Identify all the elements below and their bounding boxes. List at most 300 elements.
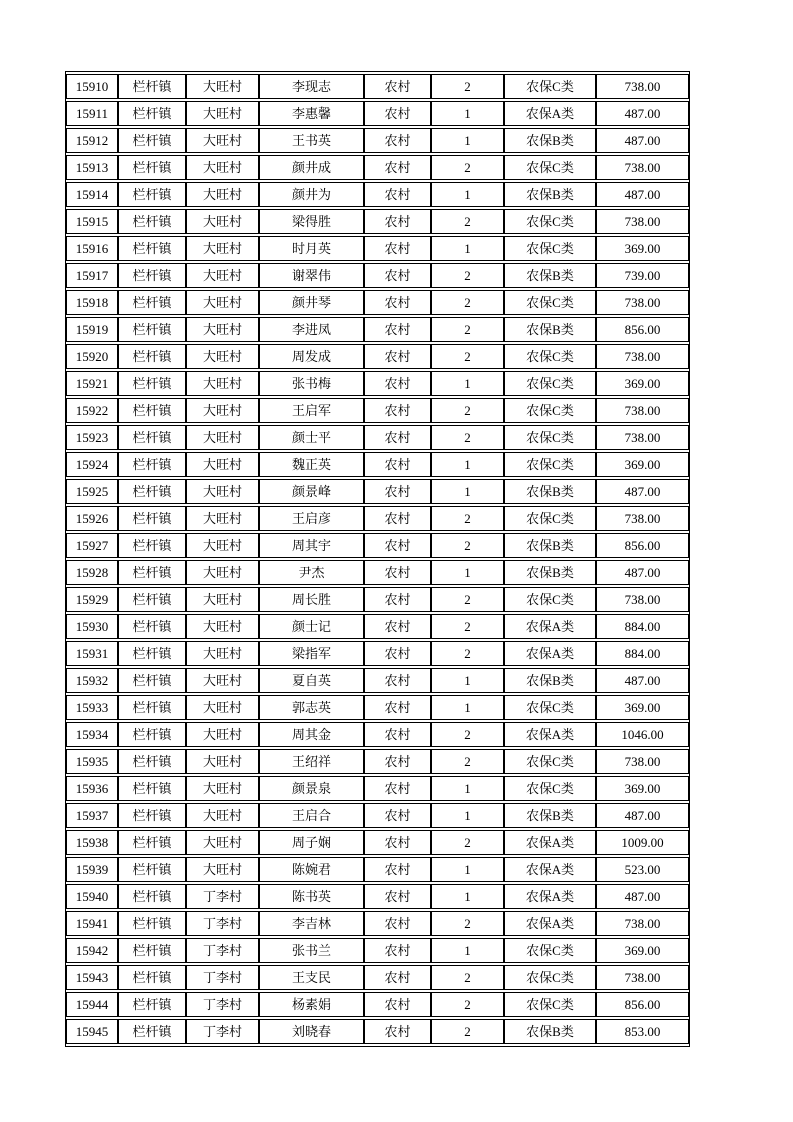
- cell-person-name: 张书兰: [259, 938, 364, 963]
- cell-serial-number: 15926: [66, 506, 118, 531]
- cell-village: 大旺村: [186, 452, 259, 477]
- cell-serial-number: 15929: [66, 587, 118, 612]
- cell-amount: 738.00: [596, 911, 689, 936]
- cell-insurance-class: 农保C类: [504, 236, 596, 261]
- cell-person-name: 王启军: [259, 398, 364, 423]
- cell-serial-number: 15933: [66, 695, 118, 720]
- cell-town: 栏杆镇: [118, 641, 186, 666]
- table-row: [66, 938, 689, 963]
- cell-insurance-class: 农保C类: [504, 425, 596, 450]
- cell-person-count: 2: [431, 722, 504, 747]
- cell-insurance-class: 农保A类: [504, 101, 596, 126]
- cell-village: 丁李村: [186, 965, 259, 990]
- cell-person-count: 1: [431, 236, 504, 261]
- cell-insurance-class: 农保A类: [504, 722, 596, 747]
- cell-category: 农村: [364, 884, 431, 909]
- cell-insurance-class: 农保C类: [504, 398, 596, 423]
- table-row: [66, 371, 689, 396]
- cell-person-count: 1: [431, 371, 504, 396]
- cell-serial-number: 15932: [66, 668, 118, 693]
- cell-town: 栏杆镇: [118, 371, 186, 396]
- cell-serial-number: 15918: [66, 290, 118, 315]
- cell-person-name: 颜井琴: [259, 290, 364, 315]
- cell-town: 栏杆镇: [118, 560, 186, 585]
- cell-serial-number: 15925: [66, 479, 118, 504]
- cell-person-count: 2: [431, 533, 504, 558]
- cell-category: 农村: [364, 506, 431, 531]
- table-row: [66, 803, 689, 828]
- cell-town: 栏杆镇: [118, 290, 186, 315]
- cell-serial-number: 15930: [66, 614, 118, 639]
- table-row: [66, 1019, 689, 1044]
- cell-person-count: 2: [431, 641, 504, 666]
- cell-insurance-class: 农保C类: [504, 452, 596, 477]
- cell-amount: 853.00: [596, 1019, 689, 1044]
- table-row: [66, 290, 689, 315]
- cell-person-count: 1: [431, 938, 504, 963]
- cell-insurance-class: 农保C类: [504, 965, 596, 990]
- cell-person-name: 王启彦: [259, 506, 364, 531]
- cell-person-count: 1: [431, 101, 504, 126]
- cell-town: 栏杆镇: [118, 695, 186, 720]
- cell-person-count: 1: [431, 182, 504, 207]
- cell-village: 大旺村: [186, 128, 259, 153]
- table-row: [66, 425, 689, 450]
- cell-person-name: 魏正英: [259, 452, 364, 477]
- cell-serial-number: 15935: [66, 749, 118, 774]
- cell-amount: 1009.00: [596, 830, 689, 855]
- cell-serial-number: 15917: [66, 263, 118, 288]
- cell-village: 大旺村: [186, 74, 259, 99]
- cell-town: 栏杆镇: [118, 614, 186, 639]
- cell-person-count: 2: [431, 587, 504, 612]
- cell-amount: 369.00: [596, 236, 689, 261]
- cell-town: 栏杆镇: [118, 1019, 186, 1044]
- cell-category: 农村: [364, 695, 431, 720]
- cell-amount: 738.00: [596, 74, 689, 99]
- table-row: [66, 749, 689, 774]
- cell-amount: 369.00: [596, 452, 689, 477]
- cell-village: 大旺村: [186, 344, 259, 369]
- cell-serial-number: 15920: [66, 344, 118, 369]
- cell-insurance-class: 农保A类: [504, 830, 596, 855]
- cell-person-name: 王支民: [259, 965, 364, 990]
- cell-person-count: 1: [431, 479, 504, 504]
- cell-serial-number: 15941: [66, 911, 118, 936]
- cell-serial-number: 15916: [66, 236, 118, 261]
- table-row: [66, 857, 689, 882]
- cell-insurance-class: 农保A类: [504, 641, 596, 666]
- cell-person-name: 王绍祥: [259, 749, 364, 774]
- cell-village: 大旺村: [186, 209, 259, 234]
- cell-town: 栏杆镇: [118, 992, 186, 1017]
- cell-amount: 738.00: [596, 965, 689, 990]
- cell-serial-number: 15937: [66, 803, 118, 828]
- cell-insurance-class: 农保A类: [504, 911, 596, 936]
- cell-person-name: 尹杰: [259, 560, 364, 585]
- cell-person-name: 周长胜: [259, 587, 364, 612]
- cell-town: 栏杆镇: [118, 938, 186, 963]
- cell-category: 农村: [364, 128, 431, 153]
- cell-person-name: 颜士记: [259, 614, 364, 639]
- cell-insurance-class: 农保A类: [504, 857, 596, 882]
- cell-village: 大旺村: [186, 182, 259, 207]
- table-row: [66, 182, 689, 207]
- cell-insurance-class: 农保B类: [504, 182, 596, 207]
- cell-person-name: 杨素娟: [259, 992, 364, 1017]
- cell-town: 栏杆镇: [118, 857, 186, 882]
- cell-category: 农村: [364, 263, 431, 288]
- cell-town: 栏杆镇: [118, 425, 186, 450]
- cell-town: 栏杆镇: [118, 803, 186, 828]
- cell-town: 栏杆镇: [118, 74, 186, 99]
- cell-insurance-class: 农保B类: [504, 560, 596, 585]
- cell-town: 栏杆镇: [118, 398, 186, 423]
- cell-category: 农村: [364, 938, 431, 963]
- cell-person-count: 2: [431, 290, 504, 315]
- cell-amount: 739.00: [596, 263, 689, 288]
- cell-village: 丁李村: [186, 884, 259, 909]
- cell-category: 农村: [364, 1019, 431, 1044]
- cell-insurance-class: 农保A类: [504, 884, 596, 909]
- cell-village: 大旺村: [186, 371, 259, 396]
- cell-village: 丁李村: [186, 1019, 259, 1044]
- cell-person-count: 1: [431, 857, 504, 882]
- cell-serial-number: 15910: [66, 74, 118, 99]
- cell-insurance-class: 农保C类: [504, 587, 596, 612]
- cell-person-count: 1: [431, 884, 504, 909]
- cell-person-name: 陈书英: [259, 884, 364, 909]
- cell-insurance-class: 农保C类: [504, 695, 596, 720]
- cell-person-count: 1: [431, 452, 504, 477]
- cell-serial-number: 15922: [66, 398, 118, 423]
- cell-amount: 738.00: [596, 155, 689, 180]
- cell-person-count: 2: [431, 992, 504, 1017]
- cell-town: 栏杆镇: [118, 209, 186, 234]
- cell-person-count: 2: [431, 74, 504, 99]
- cell-category: 农村: [364, 398, 431, 423]
- cell-insurance-class: 农保C类: [504, 344, 596, 369]
- cell-person-name: 梁指军: [259, 641, 364, 666]
- cell-person-count: 2: [431, 614, 504, 639]
- cell-insurance-class: 农保A类: [504, 614, 596, 639]
- cell-person-count: 1: [431, 560, 504, 585]
- cell-serial-number: 15914: [66, 182, 118, 207]
- cell-amount: 884.00: [596, 641, 689, 666]
- cell-serial-number: 15943: [66, 965, 118, 990]
- cell-town: 栏杆镇: [118, 506, 186, 531]
- cell-category: 农村: [364, 182, 431, 207]
- table-row: [66, 398, 689, 423]
- cell-town: 栏杆镇: [118, 182, 186, 207]
- cell-serial-number: 15912: [66, 128, 118, 153]
- cell-town: 栏杆镇: [118, 587, 186, 612]
- cell-village: 大旺村: [186, 155, 259, 180]
- cell-amount: 487.00: [596, 560, 689, 585]
- cell-town: 栏杆镇: [118, 128, 186, 153]
- cell-person-name: 谢翠伟: [259, 263, 364, 288]
- cell-serial-number: 15940: [66, 884, 118, 909]
- cell-category: 农村: [364, 317, 431, 342]
- cell-serial-number: 15919: [66, 317, 118, 342]
- cell-town: 栏杆镇: [118, 722, 186, 747]
- table-row: [66, 317, 689, 342]
- cell-town: 栏杆镇: [118, 236, 186, 261]
- cell-amount: 738.00: [596, 749, 689, 774]
- cell-village: 大旺村: [186, 533, 259, 558]
- cell-town: 栏杆镇: [118, 749, 186, 774]
- cell-amount: 738.00: [596, 398, 689, 423]
- cell-person-count: 2: [431, 830, 504, 855]
- cell-insurance-class: 农保C类: [504, 371, 596, 396]
- cell-village: 大旺村: [186, 317, 259, 342]
- table-row: [66, 506, 689, 531]
- cell-town: 栏杆镇: [118, 263, 186, 288]
- cell-village: 大旺村: [186, 506, 259, 531]
- table-row: [66, 479, 689, 504]
- cell-town: 栏杆镇: [118, 452, 186, 477]
- cell-insurance-class: 农保C类: [504, 74, 596, 99]
- cell-village: 大旺村: [186, 830, 259, 855]
- cell-village: 大旺村: [186, 695, 259, 720]
- cell-village: 大旺村: [186, 101, 259, 126]
- cell-serial-number: 15927: [66, 533, 118, 558]
- cell-amount: 856.00: [596, 533, 689, 558]
- cell-person-name: 颜井为: [259, 182, 364, 207]
- cell-category: 农村: [364, 830, 431, 855]
- cell-village: 丁李村: [186, 911, 259, 936]
- table-row: [66, 452, 689, 477]
- cell-village: 大旺村: [186, 641, 259, 666]
- cell-amount: 487.00: [596, 101, 689, 126]
- cell-category: 农村: [364, 641, 431, 666]
- cell-person-name: 颜士平: [259, 425, 364, 450]
- cell-person-count: 2: [431, 317, 504, 342]
- table-row: [66, 74, 689, 99]
- cell-category: 农村: [364, 992, 431, 1017]
- cell-person-count: 2: [431, 155, 504, 180]
- cell-insurance-class: 农保C类: [504, 749, 596, 774]
- cell-person-name: 颜景峰: [259, 479, 364, 504]
- cell-serial-number: 15911: [66, 101, 118, 126]
- table-row: [66, 263, 689, 288]
- cell-person-name: 周其宇: [259, 533, 364, 558]
- cell-amount: 369.00: [596, 371, 689, 396]
- cell-person-name: 周发成: [259, 344, 364, 369]
- cell-amount: 523.00: [596, 857, 689, 882]
- cell-category: 农村: [364, 803, 431, 828]
- cell-person-count: 2: [431, 209, 504, 234]
- cell-insurance-class: 农保B类: [504, 479, 596, 504]
- cell-category: 农村: [364, 776, 431, 801]
- cell-town: 栏杆镇: [118, 533, 186, 558]
- cell-category: 农村: [364, 911, 431, 936]
- cell-person-count: 2: [431, 965, 504, 990]
- cell-person-count: 1: [431, 776, 504, 801]
- cell-serial-number: 15936: [66, 776, 118, 801]
- cell-town: 栏杆镇: [118, 884, 186, 909]
- cell-insurance-class: 农保B类: [504, 1019, 596, 1044]
- cell-person-name: 王启合: [259, 803, 364, 828]
- cell-amount: 738.00: [596, 587, 689, 612]
- cell-village: 丁李村: [186, 992, 259, 1017]
- cell-serial-number: 15934: [66, 722, 118, 747]
- table-row: [66, 668, 689, 693]
- cell-village: 大旺村: [186, 857, 259, 882]
- table-row: [66, 830, 689, 855]
- cell-insurance-class: 农保C类: [504, 938, 596, 963]
- cell-amount: 369.00: [596, 695, 689, 720]
- table-body: [66, 74, 689, 1044]
- cell-village: 大旺村: [186, 803, 259, 828]
- cell-village: 大旺村: [186, 668, 259, 693]
- cell-amount: 856.00: [596, 992, 689, 1017]
- cell-category: 农村: [364, 560, 431, 585]
- cell-category: 农村: [364, 74, 431, 99]
- cell-insurance-class: 农保C类: [504, 290, 596, 315]
- cell-town: 栏杆镇: [118, 911, 186, 936]
- cell-person-count: 2: [431, 749, 504, 774]
- cell-village: 大旺村: [186, 776, 259, 801]
- cell-category: 农村: [364, 155, 431, 180]
- cell-village: 大旺村: [186, 587, 259, 612]
- cell-category: 农村: [364, 587, 431, 612]
- cell-amount: 884.00: [596, 614, 689, 639]
- cell-town: 栏杆镇: [118, 101, 186, 126]
- cell-amount: 487.00: [596, 884, 689, 909]
- cell-village: 大旺村: [186, 722, 259, 747]
- cell-person-count: 2: [431, 911, 504, 936]
- cell-person-count: 2: [431, 344, 504, 369]
- cell-insurance-class: 农保B类: [504, 128, 596, 153]
- cell-village: 丁李村: [186, 938, 259, 963]
- cell-insurance-class: 农保B类: [504, 803, 596, 828]
- cell-town: 栏杆镇: [118, 668, 186, 693]
- table-row: [66, 236, 689, 261]
- cell-amount: 369.00: [596, 938, 689, 963]
- table-row: [66, 992, 689, 1017]
- cell-village: 大旺村: [186, 398, 259, 423]
- cell-amount: 738.00: [596, 344, 689, 369]
- cell-insurance-class: 农保C类: [504, 506, 596, 531]
- cell-category: 农村: [364, 425, 431, 450]
- cell-person-name: 郭志英: [259, 695, 364, 720]
- cell-category: 农村: [364, 857, 431, 882]
- cell-amount: 738.00: [596, 506, 689, 531]
- cell-serial-number: 15944: [66, 992, 118, 1017]
- cell-serial-number: 15931: [66, 641, 118, 666]
- cell-category: 农村: [364, 965, 431, 990]
- cell-category: 农村: [364, 209, 431, 234]
- cell-category: 农村: [364, 371, 431, 396]
- cell-village: 大旺村: [186, 263, 259, 288]
- cell-village: 大旺村: [186, 479, 259, 504]
- cell-town: 栏杆镇: [118, 776, 186, 801]
- cell-person-name: 梁得胜: [259, 209, 364, 234]
- cell-insurance-class: 农保B类: [504, 533, 596, 558]
- cell-category: 农村: [364, 749, 431, 774]
- cell-person-count: 2: [431, 506, 504, 531]
- cell-category: 农村: [364, 236, 431, 261]
- cell-category: 农村: [364, 668, 431, 693]
- cell-category: 农村: [364, 479, 431, 504]
- cell-amount: 487.00: [596, 479, 689, 504]
- cell-person-name: 李进凤: [259, 317, 364, 342]
- table-row: [66, 128, 689, 153]
- cell-person-name: 刘晓春: [259, 1019, 364, 1044]
- cell-town: 栏杆镇: [118, 965, 186, 990]
- cell-insurance-class: 农保C类: [504, 209, 596, 234]
- cell-serial-number: 15921: [66, 371, 118, 396]
- table-row: [66, 560, 689, 585]
- cell-serial-number: 15928: [66, 560, 118, 585]
- cell-village: 大旺村: [186, 560, 259, 585]
- table-row: [66, 884, 689, 909]
- cell-town: 栏杆镇: [118, 155, 186, 180]
- cell-person-count: 2: [431, 263, 504, 288]
- table-row: [66, 209, 689, 234]
- cell-town: 栏杆镇: [118, 317, 186, 342]
- cell-town: 栏杆镇: [118, 830, 186, 855]
- table-row: [66, 641, 689, 666]
- cell-serial-number: 15913: [66, 155, 118, 180]
- cell-serial-number: 15924: [66, 452, 118, 477]
- cell-person-name: 周其金: [259, 722, 364, 747]
- cell-person-count: 1: [431, 803, 504, 828]
- cell-person-name: 时月英: [259, 236, 364, 261]
- cell-amount: 856.00: [596, 317, 689, 342]
- cell-person-count: 2: [431, 398, 504, 423]
- cell-amount: 487.00: [596, 668, 689, 693]
- cell-person-name: 李吉林: [259, 911, 364, 936]
- cell-person-count: 1: [431, 695, 504, 720]
- cell-amount: 487.00: [596, 128, 689, 153]
- cell-amount: 738.00: [596, 209, 689, 234]
- cell-serial-number: 15942: [66, 938, 118, 963]
- cell-serial-number: 15945: [66, 1019, 118, 1044]
- table-row: [66, 776, 689, 801]
- cell-person-name: 张书梅: [259, 371, 364, 396]
- cell-amount: 487.00: [596, 182, 689, 207]
- cell-category: 农村: [364, 722, 431, 747]
- table-row: [66, 101, 689, 126]
- cell-insurance-class: 农保C类: [504, 776, 596, 801]
- cell-village: 大旺村: [186, 290, 259, 315]
- cell-village: 大旺村: [186, 614, 259, 639]
- cell-insurance-class: 农保B类: [504, 668, 596, 693]
- cell-village: 大旺村: [186, 236, 259, 261]
- table-row: [66, 533, 689, 558]
- cell-category: 农村: [364, 344, 431, 369]
- table-row: [66, 965, 689, 990]
- insurance-roster-table: [65, 71, 690, 1047]
- cell-village: 大旺村: [186, 425, 259, 450]
- cell-person-name: 李惠馨: [259, 101, 364, 126]
- cell-town: 栏杆镇: [118, 344, 186, 369]
- cell-serial-number: 15915: [66, 209, 118, 234]
- cell-serial-number: 15923: [66, 425, 118, 450]
- cell-person-name: 颜景泉: [259, 776, 364, 801]
- cell-person-count: 1: [431, 668, 504, 693]
- cell-amount: 369.00: [596, 776, 689, 801]
- cell-town: 栏杆镇: [118, 479, 186, 504]
- cell-person-count: 1: [431, 128, 504, 153]
- cell-person-name: 颜井成: [259, 155, 364, 180]
- cell-insurance-class: 农保B类: [504, 317, 596, 342]
- table-row: [66, 614, 689, 639]
- table-row: [66, 587, 689, 612]
- cell-amount: 738.00: [596, 290, 689, 315]
